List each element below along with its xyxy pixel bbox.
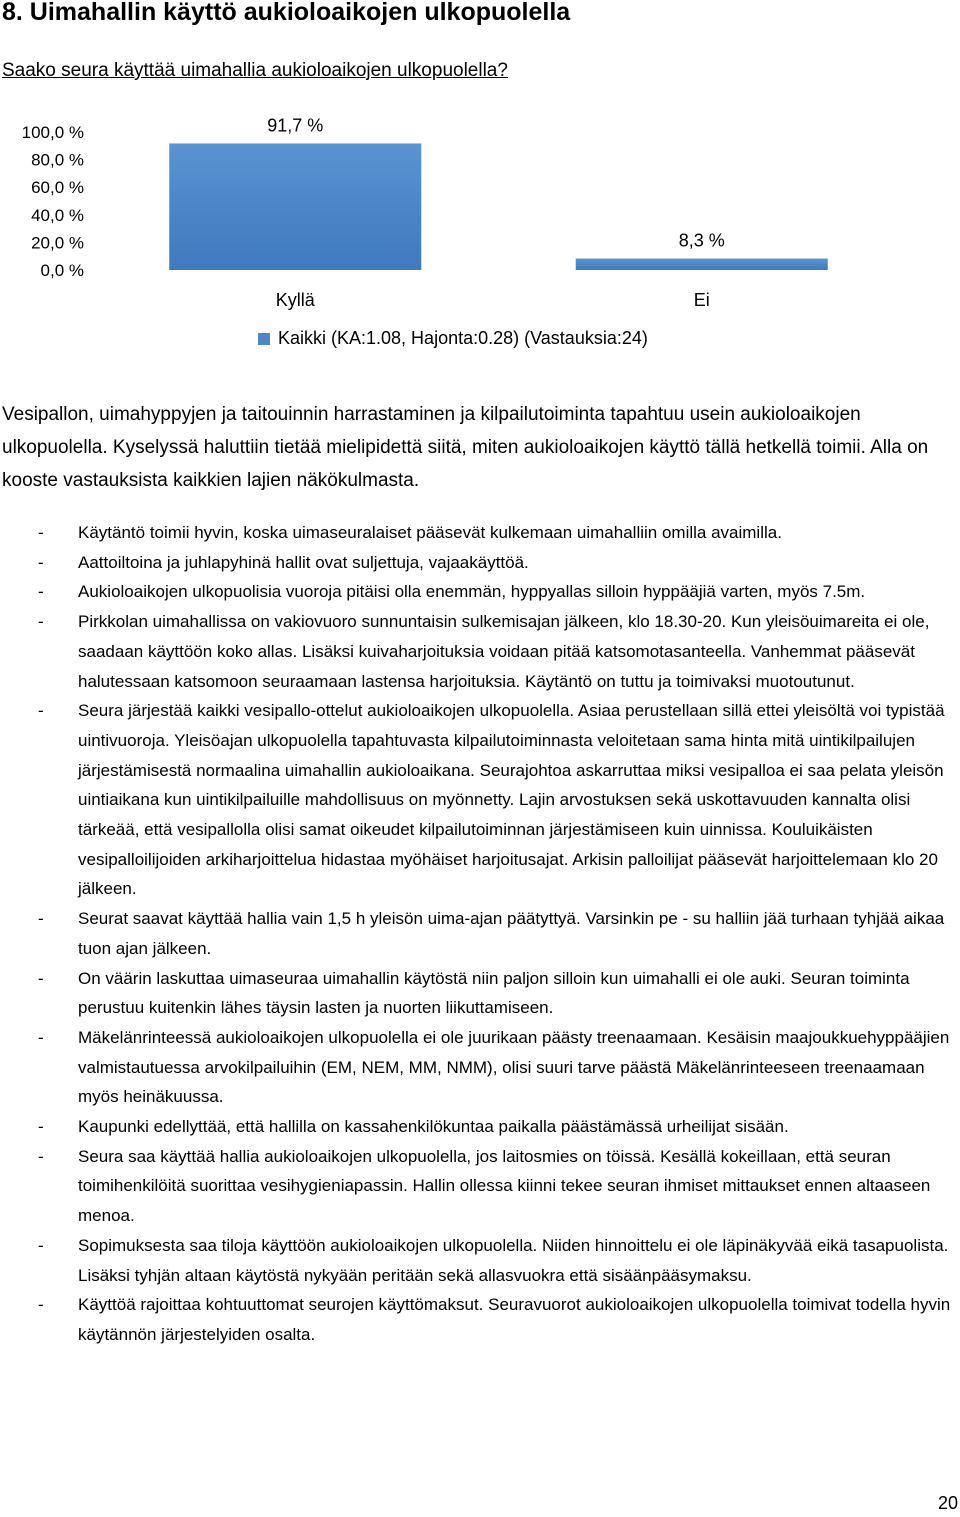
survey-question: Saako seura käyttää uimahallia aukioloaikojen ulkopuolella? xyxy=(2,60,508,81)
data-label: 8,3 % xyxy=(678,230,725,251)
section-heading: 8. Uimahallin käyttö aukioloaikojen ulkopuolella xyxy=(2,0,571,26)
bar xyxy=(169,143,421,270)
intro-paragraph: Vesipallon, uimahyppyjen ja taitouinnin harrastaminen ja kilpailutoiminta tapahtuu usein aukioloaikojen ulkopuolella. Kyselyssä haluttiin tietää mielipidettä siitä, miten aukioloaikojen käyttö tällä hetkellä toimii. Alla on kooste vastauksista kaikkien lajien näkökulmasta. xyxy=(2,404,929,491)
legend-label: Kaikki (KA:1.08, Hajonta:0.28) (Vastauksia:24) xyxy=(278,328,648,348)
x-tick-label: Ei xyxy=(693,290,710,310)
list-item: - Sopimuksesta saa tiloja käyttöön aukioloaikojen ulkopuolella. Niiden hinnoittelu ei ole läpinäkyvää eikä tasapuolista. Lisäksi tyhjän altaan käytöstä nykyään peritään sekä allasvuokra että sisäänpääsymaksu. xyxy=(38,1231,953,1290)
data-label: 91,7 % xyxy=(267,115,324,136)
list-item: - Kaupunki edellyttää, että hallilla on kassahenkilökuntaa paikalla päästämässä urheilijat sisään. xyxy=(38,1112,953,1142)
x-tick-label: Kyllä xyxy=(275,290,315,310)
list-item: - Aukioloaikojen ulkopuolisia vuoroja pitäisi olla enemmän, hyppyallas silloin hyppääjiä varten, myös 7.5m. xyxy=(38,577,953,607)
list-item: - On väärin laskuttaa uimaseuraa uimahallin käytöstä niin paljon silloin kun uimahalli ei ole auki. Seuran toiminta perustuu kuitenkin lähes täysin lasten ja nuorten liikuttamiseen. xyxy=(38,964,953,1023)
list-item: - Mäkelänrinteessä aukioloaikojen ulkopuolella ei ole juurikaan päästy treenaamaan. Kesäisin maajoukkuehyppääjien valmistautuessa arvokilpailuihin (EM, NEM, MM, NMM), olisi suuri tarve päästä Mäkelänrinteeseen treenaamaan myös heinäkuussa. xyxy=(38,1023,953,1112)
y-tick-label: 60,0 % xyxy=(31,178,84,198)
list-item: - Aattoiltoina ja juhlapyhinä hallit ovat suljettuja, vajaakäyttöä. xyxy=(38,548,953,578)
y-tick-label: 20,0 % xyxy=(31,233,84,253)
list-item: - Pirkkolan uimahallissa on vakiovuoro sunnuntaisin sulkemisajan jälkeen, klo 18.30-20. Kun yleisöuimareita ei ole, saadaan käyttöön koko allas. Lisäksi kuivaharjoituksia voidaan pitää katsomotasanteella. Vanhemmat pääsevät halutessaan katsomoon seuraamaan lastensa harjoituksia. Käytäntö on tuttu ja toimivaksi muotoutunut. xyxy=(38,607,953,696)
list-item: - Käytäntö toimii hyvin, koska uimaseuralaiset pääsevät kulkemaan uimahalliin omilla avaimilla. xyxy=(38,518,953,548)
y-tick-label: 80,0 % xyxy=(31,150,84,170)
response-list xyxy=(38,518,953,1350)
y-tick-label: 0,0 % xyxy=(40,261,84,280)
bar-chart-svg xyxy=(0,110,960,320)
list-item: - Seurat saavat käyttää hallia vain 1,5 h yleisön uima-ajan päätyttyä. Varsinkin pe - su halliin jää turhaan tyhjää aikaa tuon ajan jälkeen. xyxy=(38,904,953,963)
y-tick-label: 100,0 % xyxy=(21,123,84,142)
bar xyxy=(576,259,828,270)
page-number: 20 xyxy=(937,1493,958,1513)
chart-legend xyxy=(258,328,648,349)
list-item: - Seura saa käyttää hallia aukioloaikojen ulkopuolella, jos laitosmies on töissä. Kesällä kokeillaan, että seuran toimihenkilöitä suorittaa vesihygieniapassin. Hallin ollessa kiinni tekee seuran ihmiset mittaukset ennen altaaseen menoa. xyxy=(38,1142,953,1231)
bar-chart xyxy=(0,110,960,360)
list-item: - Käyttöä rajoittaa kohtuuttomat seurojen käyttömaksut. Seuravuorot aukioloaikojen ulkopuolella toimivat todella hyvin käytännön järjestelyiden osalta. xyxy=(38,1290,953,1349)
y-tick-label: 40,0 % xyxy=(31,205,84,225)
list-item: - Seura järjestää kaikki vesipallo-ottelut aukioloaikojen ulkopuolella. Asiaa perustellaan sillä ettei yleisöltä voi typistää uintivuoroja. Yleisöajan ulkopuolella tapahtuvasta kilpailutoiminnasta veloitetaan sama hinta mitä uintikilpailujen järjestämisestä normaalina uimahallin aukioloaikana. Seurajohtoa askarruttaa miksi vesipalloa ei saa pelata yleisön uintiaikana kun uintikilpailuille mahdollisuus on myönnetty. Lajin arvostuksen sekä uskottavuuden kannalta olisi tärkeää, että vesipallolla olisi samat oikeudet kilpailutoiminnan järjestämiseen kuin uinnissa. Kouluikäisten vesipalloilijoiden arkiharjoittelua hidastaa myöhäiset harjoitusajat. Arkisin palloilijat pääsevät harjoittelemaan klo 20 jälkeen. xyxy=(38,696,953,904)
legend-swatch xyxy=(258,333,270,345)
